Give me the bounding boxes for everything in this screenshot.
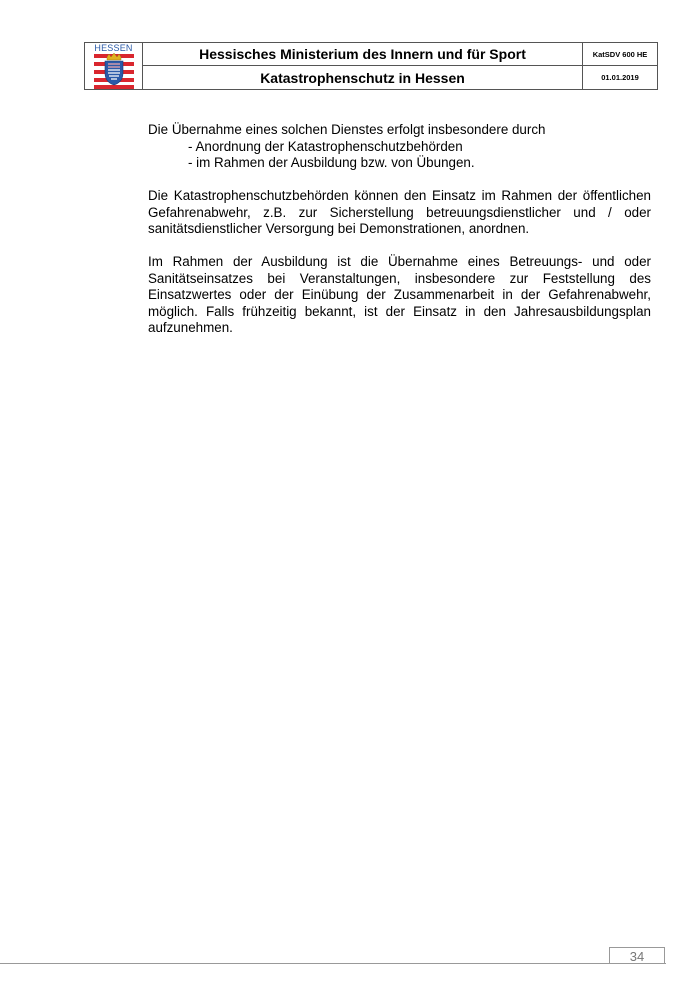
paragraph-service-takeover (148, 122, 651, 172)
page-number: 34 (609, 947, 665, 964)
paragraph-training: Im Rahmen der Ausbildung ist die Übernahme eines Betreuungs- und oder Sanitätseinsatzes bei Veranstaltungen, insbesondere zur Feststellung des Einsatzwertes oder der Einübung der Zusammenarbeit in der Gefahrenabwehr, möglich. Falls frühzeitig bekannt, ist der Einsatz in den Jahresausbildungsplan aufzunehmen. (148, 254, 651, 335)
logo-cell (85, 43, 143, 89)
footer-divider (0, 963, 666, 964)
document-body (148, 122, 651, 353)
hessen-coat-of-arms-icon (94, 53, 134, 89)
paragraph-authorities: Die Katastrophenschutzbehörden können den Einsatz im Rahmen der öffentlichen Gefahrenabwehr, z.B. zur Sicherstellung betreuungsdienstlicher und / oder sanitätsdienstlicher Versorgung bei Demonstrationen, anordnen. (148, 188, 651, 236)
document-date: 01.01.2019 (601, 73, 639, 82)
ministry-title: Hessisches Ministerium des Innern und für Sport (143, 43, 583, 66)
hessen-logo-text: HESSEN (94, 43, 133, 53)
document-code: KatSDV 600 HE (583, 43, 657, 66)
list-item: - im Rahmen der Ausbildung bzw. von Übungen. (188, 155, 475, 170)
document-subject: Katastrophenschutz in Hessen (143, 66, 583, 89)
document-header (84, 42, 658, 90)
list-item: - Anordnung der Katastrophenschutzbehörden (188, 138, 463, 154)
paragraph-intro: Die Übernahme eines solchen Dienstes erfolgt insbesondere durch (148, 122, 546, 137)
